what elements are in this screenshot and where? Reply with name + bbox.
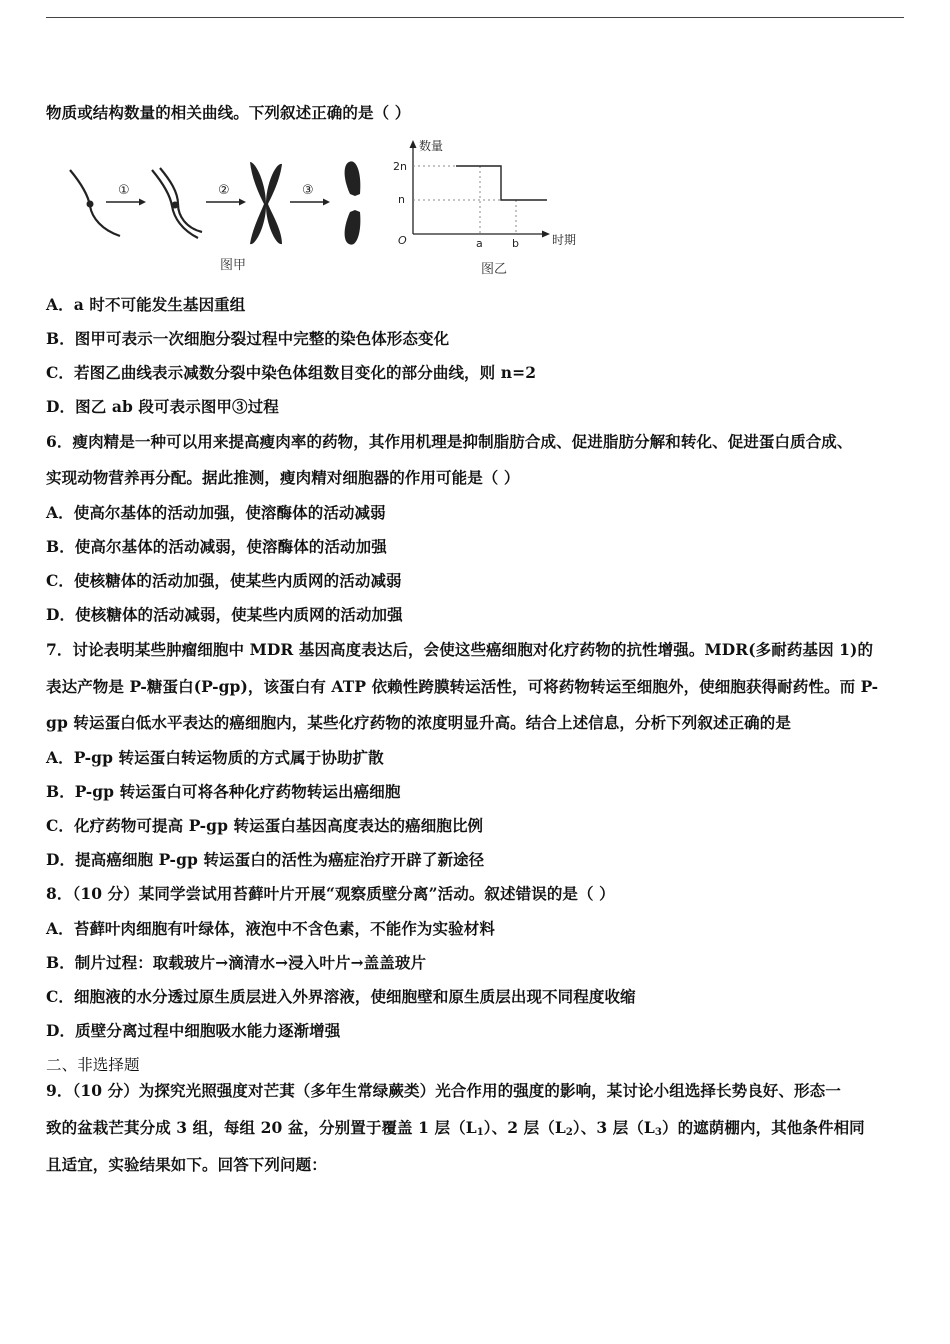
q6-option-d: D．使核糖体的活动减弱，使某些内质网的活动加强 — [46, 605, 403, 624]
figure-b-caption: 图乙 — [481, 262, 508, 277]
q7-stem-line-3: gp 转运蛋白低水平表达的癌细胞内，某些化疗药物的浓度明显升高。结合上述信息，分析下列叙述正确的是 — [46, 713, 791, 732]
q8-option-d: D．质壁分离过程中细胞吸水能力逐渐增强 — [46, 1021, 341, 1040]
q5-option-b: B．图甲可表示一次细胞分裂过程中完整的染色体形态变化 — [46, 329, 450, 348]
q6-option-c: C．使核糖体的活动加强，使某些内质网的活动减弱 — [46, 571, 402, 590]
question-5-stem-end: 物质或结构数量的相关曲线。下列叙述正确的是（ ） — [46, 103, 411, 122]
q5-option-a: A．a 时不可能发生基因重组 — [46, 295, 246, 314]
figure-b — [393, 138, 576, 277]
q8-option-a: A．苔藓叶肉细胞有叶绿体，液泡中不含色素，不能作为实验材料 — [46, 919, 495, 938]
y-axis-label: 数量 — [419, 139, 444, 153]
y-tick-n: n — [398, 193, 405, 206]
chromosome-4 — [345, 161, 361, 244]
q9-l2-part-a: 致的盆栽芒萁分成 3 组，每组 20 盆，分别置于覆盖 1 层（L — [46, 1118, 477, 1137]
q7-option-a: A．P-gp 转运蛋白转运物质的方式属于协助扩散 — [46, 748, 384, 767]
centromere-2 — [172, 202, 179, 209]
q7-option-b: B．P-gp 转运蛋白可将各种化疗药物转运出癌细胞 — [46, 782, 401, 801]
chromosome-3 — [250, 162, 282, 244]
q9-l2-part-c: ）、3 层（L — [572, 1118, 655, 1137]
x-axis-arrow — [542, 231, 550, 238]
q8-option-b: B．制片过程：取载玻片→滴清水→浸入叶片→盖盖玻片 — [46, 953, 427, 972]
series-line — [456, 166, 547, 200]
subscript-2: 2 — [565, 1127, 573, 1138]
subscript-1: 1 — [476, 1127, 484, 1138]
centromere-1 — [87, 201, 94, 208]
q5-option-d: D．图乙 ab 段可表示图甲③过程 — [46, 397, 279, 416]
step-label-3: ③ — [302, 183, 314, 198]
q9-l2-part-b: ）、2 层（L — [483, 1118, 566, 1137]
arrow-1-head — [139, 199, 146, 206]
origin-label: O — [398, 234, 407, 247]
figures — [60, 132, 600, 282]
q7-option-d: D．提高癌细胞 P-gp 转运蛋白的活性为癌症治疗开辟了新途径 — [46, 850, 485, 869]
q7-option-c: C．化疗药物可提高 P-gp 转运蛋白基因高度表达的癌细胞比例 — [46, 816, 484, 835]
x-tick-b: b — [512, 237, 519, 250]
q6-stem-line-2: 实现动物营养再分配。据此推测，瘦肉精对细胞器的作用可能是（ ） — [46, 468, 520, 487]
q9-l2-part-d: ）的遮荫棚内，其他条件相同 — [661, 1118, 865, 1137]
step-label-1: ① — [118, 183, 130, 198]
q5-option-c: C．若图乙曲线表示减数分裂中染色体组数目变化的部分曲线，则 n=2 — [46, 363, 537, 382]
figure-a — [70, 161, 360, 273]
figure-a-caption: 图甲 — [220, 258, 247, 273]
q8-option-c: C．细胞液的水分透过原生质层进入外界溶液，使细胞壁和原生质层出现不同程度收缩 — [46, 987, 636, 1006]
q7-stem-line-2: 表达产物是 P-糖蛋白(P-gp)，该蛋白有 ATP 依赖性跨膜转运活性，可将药物转运至细胞外，使细胞获得耐药性。而 P- — [46, 677, 879, 696]
q9-stem-line-1: 9．（10 分）为探究光照强度对芒萁（多年生常绿蕨类）光合作用的强度的影响，某讨论小组选择长势良好、形态一 — [46, 1081, 841, 1100]
q8-stem: 8．（10 分）某同学尝试用苔藓叶片开展“观察质壁分离”活动。叙述错误的是（ ） — [46, 884, 615, 903]
step-label-2: ② — [218, 183, 230, 198]
q6-option-b: B．使高尔基体的活动减弱，使溶酶体的活动加强 — [46, 537, 387, 556]
chromosome-1 — [70, 170, 120, 236]
subscript-3: 3 — [654, 1127, 662, 1138]
arrow-2-head — [239, 199, 246, 206]
arrow-3-head — [323, 199, 330, 206]
x-tick-a: a — [476, 237, 483, 250]
q9-stem-line-3: 且适宜，实验结果如下。回答下列问题： — [46, 1155, 327, 1174]
y-tick-2n: 2n — [393, 160, 407, 173]
section-heading: 二、非选择题 — [46, 1056, 140, 1074]
q7-stem-line-1: 7．讨论表明某些肿瘤细胞中 MDR 基因高度表达后，会使这些癌细胞对化疗药物的抗性增强。MDR(多耐药基因 1)的 — [46, 640, 874, 659]
q6-option-a: A．使高尔基体的活动加强，使溶酶体的活动减弱 — [46, 503, 386, 522]
x-axis-label: 时期 — [552, 233, 577, 247]
y-axis-arrow — [410, 140, 417, 148]
q9-stem-line-2 — [46, 1118, 865, 1143]
q6-stem-line-1: 6．瘦肉精是一种可以用来提高瘦肉率的药物，其作用机理是抑制脂肪合成、促进脂肪分解和转化、促进蛋白质合成、 — [46, 432, 853, 451]
figure-svg — [60, 132, 600, 282]
header-rule — [46, 17, 904, 18]
